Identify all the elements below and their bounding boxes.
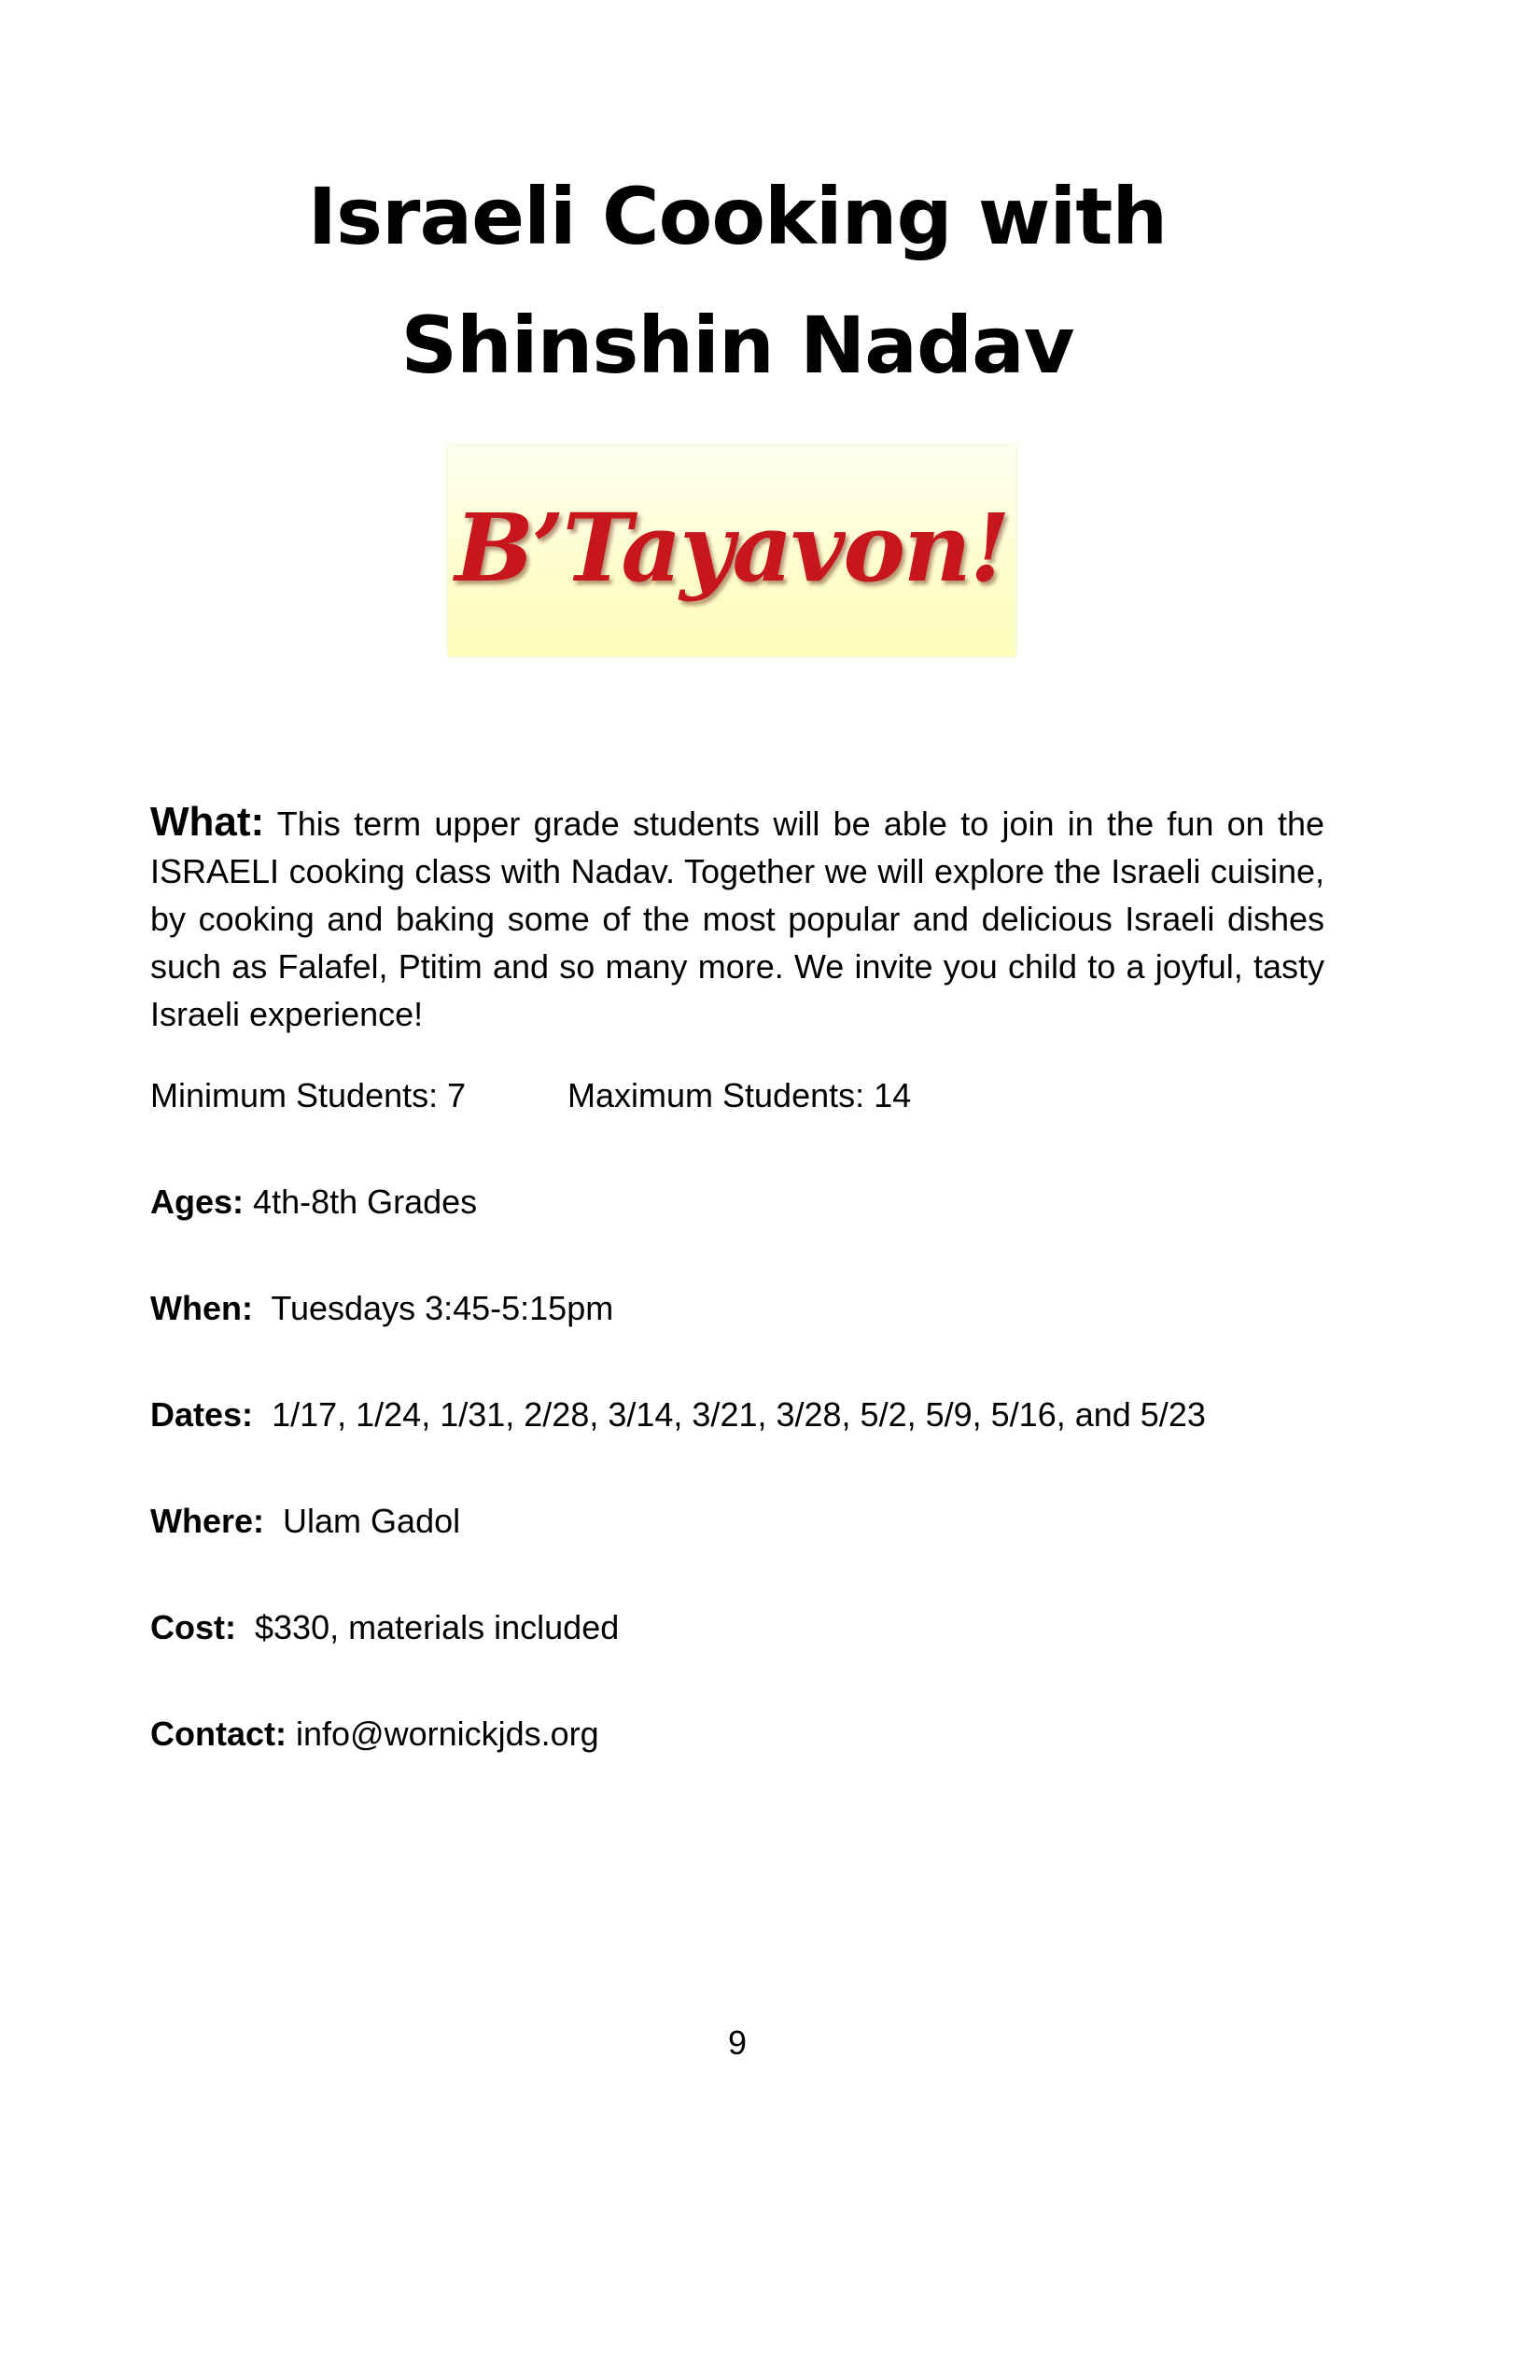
when-row: [150, 1288, 613, 1329]
btayavon-banner: [448, 446, 1015, 656]
maximum-students: Maximum Students: 14: [567, 1076, 912, 1114]
when-label: When:: [150, 1289, 253, 1327]
where-label: Where:: [150, 1502, 265, 1540]
contact-label: Contact:: [150, 1715, 287, 1753]
minimum-students: Minimum Students: 7: [150, 1076, 467, 1114]
cost-label: Cost:: [150, 1608, 236, 1646]
when-value: Tuesdays 3:45-5:15pm: [271, 1289, 614, 1327]
contact-row: [150, 1714, 599, 1755]
what-paragraph: [150, 798, 1324, 1038]
banner-text: B’Tayavon!: [455, 492, 1009, 603]
cost-row: [150, 1607, 619, 1648]
ages-row: [150, 1182, 477, 1223]
ages-value: 4th-8th Grades: [253, 1183, 478, 1221]
what-text: This term upper grade students will be able to join in the fun on the ISRAELI cooking class with Nadav. Together we will explore the Israeli cuisine, by cooking and baking some of the most popular and delicious Israeli dishes such as Falafel, Ptitim and so many more. We invite you child to a joyful, tasty Israeli experience!: [150, 805, 1324, 1033]
page-title-line-2: Shinshin Nadav: [400, 300, 1074, 391]
contact-email[interactable]: info@wornickjds.org: [296, 1715, 599, 1753]
what-label: What:: [150, 799, 265, 845]
dates-row: [150, 1394, 1206, 1435]
page-number: 9: [727, 2023, 748, 2062]
students-row: [150, 1075, 912, 1116]
cost-value: $330, materials included: [255, 1608, 620, 1646]
where-value: Ulam Gadol: [283, 1502, 461, 1540]
where-row: [150, 1501, 460, 1542]
ages-label: Ages:: [150, 1183, 245, 1221]
dates-label: Dates:: [150, 1395, 254, 1434]
dates-value: 1/17, 1/24, 1/31, 2/28, 3/14, 3/21, 3/28, 5/2, 5/9, 5/16, and 5/23: [272, 1395, 1206, 1434]
page-title-line-1: Israeli Cooking with: [307, 171, 1168, 262]
